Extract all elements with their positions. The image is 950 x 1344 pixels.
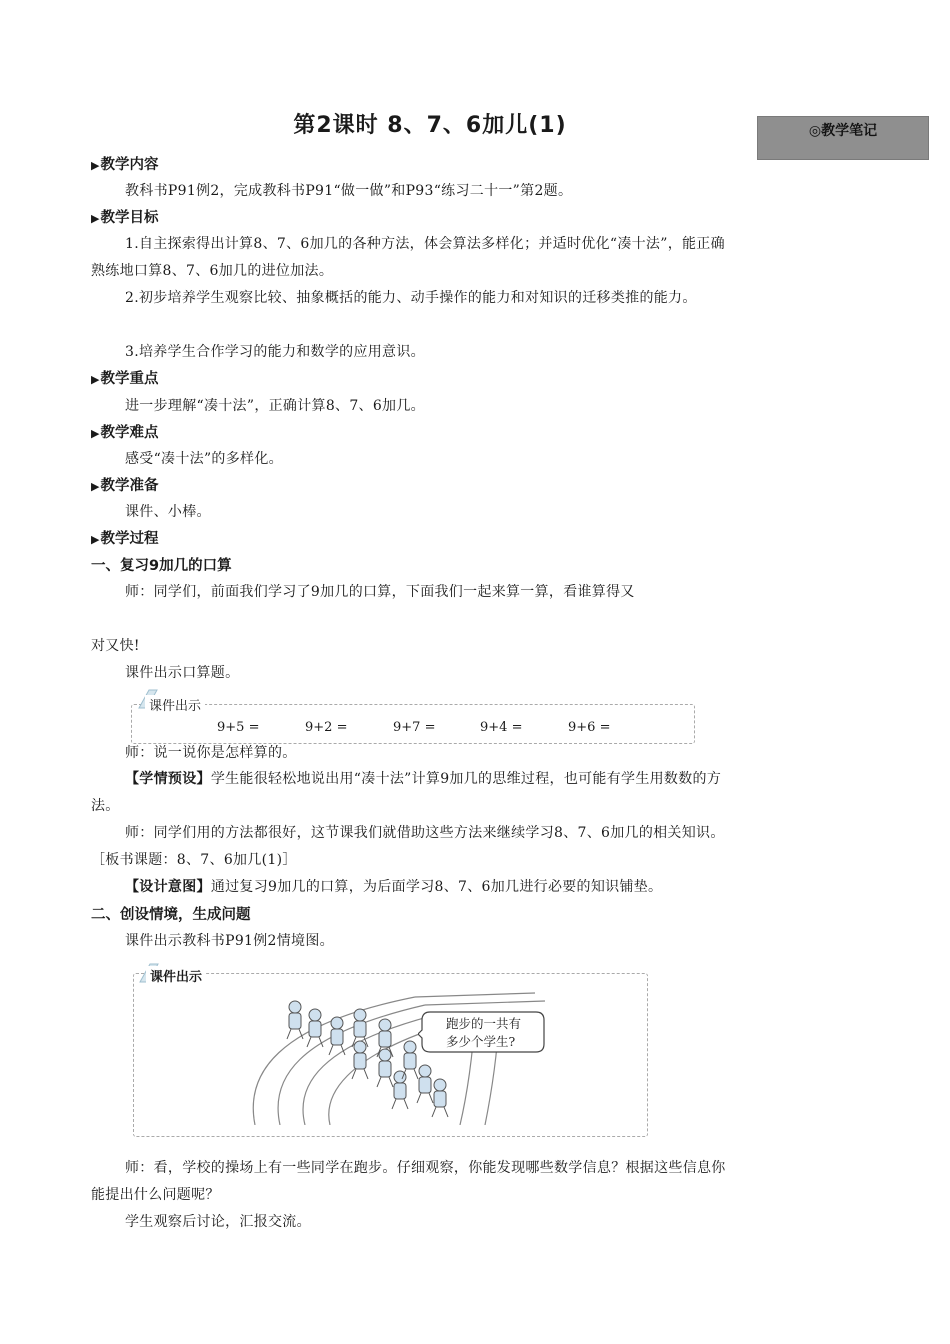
teaching-notes-label: ◎教学笔记 bbox=[757, 116, 929, 160]
triangle-bullet-icon: ▶ bbox=[91, 159, 100, 172]
part2-para-3: 学生观察后讨论，汇报交流。 bbox=[125, 1214, 311, 1230]
triangle-bullet-icon: ▶ bbox=[91, 212, 100, 225]
bubble-line-1: 跑步的一共有 bbox=[446, 1016, 522, 1031]
preparation-text: 课件、小棒。 bbox=[125, 504, 211, 520]
triangle-bullet-icon: ▶ bbox=[91, 533, 100, 546]
goal-item-1: 1.自主探索得出计算8、7、6加几的各种方法，体会算法多样化；并适时优化“凑十法”，能正确熟练地口算8、7、6加几的进位加法。 bbox=[91, 236, 725, 279]
part1-para-3: 师：说一说你是怎样算的。 bbox=[125, 745, 297, 761]
heading-goals: ▶教学目标 bbox=[91, 210, 159, 226]
equation: 9+2 = bbox=[305, 720, 348, 735]
heading-preparation: ▶教学准备 bbox=[91, 478, 159, 494]
part1-para-1a: 师：同学们，前面我们学习了9加几的口算，下面我们一起来算一算，看谁算得又 bbox=[125, 584, 635, 600]
part2-para-2: 师：看，学校的操场上有一些同学在跑步。仔细观察，你能发现哪些数学信息？根据这些信息你能提出什么问题呢？ bbox=[91, 1160, 726, 1203]
heading-content: ▶教学内容 bbox=[91, 157, 159, 173]
bubble-line-2: 多少个学生? bbox=[446, 1034, 516, 1049]
triangle-bullet-icon: ▶ bbox=[91, 480, 100, 493]
courseware-label-2: 课件出示 bbox=[146, 966, 206, 985]
part2-heading: 二、创设情境，生成问题 bbox=[91, 907, 251, 923]
part1-para-4: 【学情预设】学生能很轻松地说出用“凑十法”计算9加几的思维过程，也可能有学生用数数的方法。 bbox=[91, 771, 722, 814]
part1-para-6: 【设计意图】通过复习9加几的口算，为后面学习8、7、6加几进行必要的知识铺垫。 bbox=[125, 879, 663, 895]
triangle-bullet-icon: ▶ bbox=[91, 427, 100, 440]
equation: 9+6 = bbox=[568, 720, 611, 735]
heading-process: ▶教学过程 bbox=[91, 531, 159, 547]
equation: 9+7 = bbox=[393, 720, 436, 735]
triangle-bullet-icon: ▶ bbox=[91, 373, 100, 386]
page-title: 第2课时 8、7、6加儿(1) bbox=[293, 113, 567, 138]
goal-item-2: 2.初步培养学生观察比较、抽象概括的能力、动手操作的能力和对知识的迁移类推的能力。 bbox=[125, 290, 697, 306]
tag-learning-prediction: 【学情预设】 bbox=[125, 771, 211, 787]
heading-key-points: ▶教学重点 bbox=[91, 371, 159, 387]
part2-para-1: 课件出示教科书P91例2情境图。 bbox=[125, 933, 334, 949]
courseware-label-1: 课件出示 bbox=[145, 695, 205, 714]
tag-design-intent: 【设计意图】 bbox=[125, 879, 211, 895]
content-text: 教科书P91例2，完成教科书P91“做一做”和P93“练习二十一”第2题。 bbox=[125, 183, 573, 199]
key-points-text: 进一步理解“凑十法”，正确计算8、7、6加几。 bbox=[125, 398, 425, 414]
heading-difficulties: ▶教学难点 bbox=[91, 425, 159, 441]
difficulties-text: 感受“凑十法”的多样化。 bbox=[125, 451, 283, 467]
equation: 9+4 = bbox=[480, 720, 523, 735]
part1-heading: 一、复习9加几的口算 bbox=[91, 558, 232, 574]
equation: 9+5 = bbox=[217, 720, 260, 735]
part1-para-1b: 对又快! bbox=[91, 638, 140, 654]
part1-para-2: 课件出示口算题。 bbox=[125, 665, 240, 681]
goal-item-3: 3.培养学生合作学习的能力和数学的应用意识。 bbox=[125, 344, 425, 360]
part1-para-5: 师：同学们用的方法都很好，这节课我们就借助这些方法来继续学习8、7、6加几的相关知识。［板书课题：8、7、6加几(1)］ bbox=[91, 825, 725, 868]
